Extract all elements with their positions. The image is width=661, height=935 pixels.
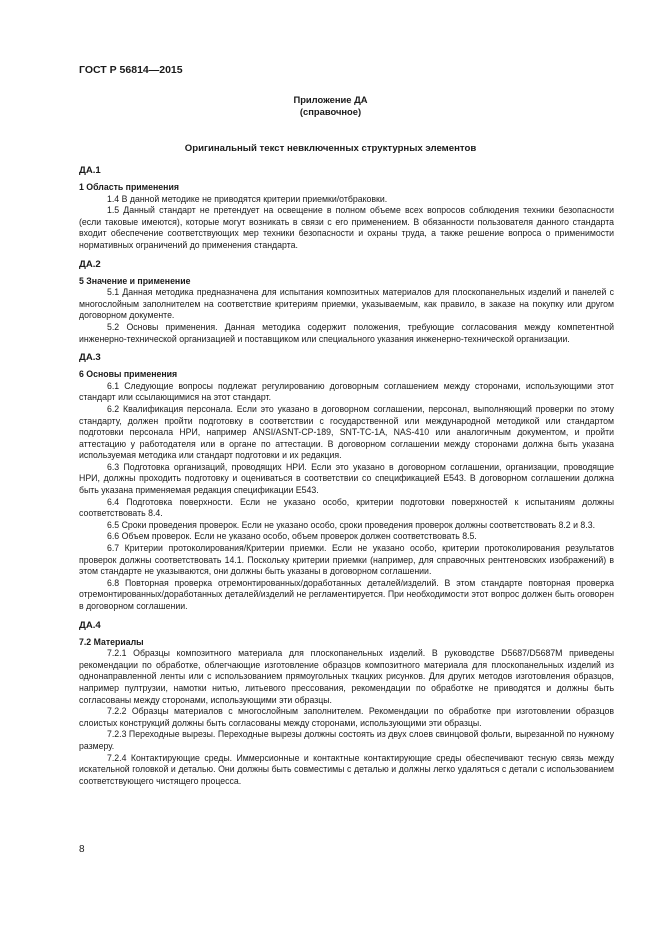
section-heading: 1 Область применения (79, 182, 179, 192)
paragraph: 1.4 В данной методике не приводятся критерии приемки/отбраковки. (107, 193, 388, 204)
paragraph: 6.3 Подготовка организаций, проводящих НРИ. Если это указано в договорном соглашении, организации, проводящие НРИ, должны проходить подготовку и оцениваться в соответствии со спецификацией E543. В договорном соглашении должна быть указана применяемая редакция спецификации E543. (79, 461, 614, 496)
paragraph: 6.2 Квалификация персонала. Если это указано в договорном соглашении, персонал, выполняющий проверки по этому стандарту, должен пройти подготовку в соответствии с государственной или международной методикой или стандартом подготовки персонала НРИ, например ANSI/ASNT-CP-189, SNT-TC-1A, NAS-410 или аналогичным документом, и пройти аттестацию у работодателя или в органе по аттестации. В договорном соглашении между сторонами должна быть указана используемая методика или стандарт подготовки и их редакция. (79, 403, 614, 461)
paragraph: 6.1 Следующие вопросы подлежат регулированию договорным соглашением между сторонами, использующими этот стандарт или ссылающимися на этот стандарт. (79, 380, 614, 403)
paragraph: 7.2.1 Образцы композитного материала для плоскопанельных изделий. В руководстве D5687/D5687M приведены рекомендации по обработке, облегчающие изготовление образцов композитного материала для плоскопанельных изделий из однонаправленной ленты или с использованием прямоугольных ткацких рисунков. Для других методов изготовления образцов, например пултрузии, намотки нитью, литьевого прессования, рекомендации по обработке не приводятся и должны быть согласованы между сторонами, использующими эти образцы. (79, 648, 614, 705)
section-heading: 7.2 Материалы (79, 636, 144, 647)
appendix-title: Приложение ДА (293, 94, 368, 105)
appendix-heading (0, 94, 661, 118)
page-number: 8 (79, 844, 85, 855)
paragraph: 7.2.3 Переходные вырезы. Переходные вырезы должны состоять из двух слоев свинцовой фольги, вырезанной по нужному размеру. (79, 729, 614, 751)
section-heading: 5 Значение и применение (79, 275, 191, 286)
paragraph: 5.1 Данная методика предназначена для испытания композитных материалов для плоскопанельных изделий и панелей с многослойным заполнителем на соответствие критериям приемки, указываемым, как правило, в заказе на покупку или другом договорном документе. (79, 287, 614, 321)
paragraph: 7.2.2 Образцы материалов с многослойным заполнителем. Рекомендации по обработке при изготовлении образцов слоистых конструкций должны быть согласованы между сторонами, использующими эти образцы. (79, 706, 614, 728)
section-label: ДА.4 (79, 619, 101, 631)
section-label: ДА.1 (79, 165, 101, 176)
main-title: Оригинальный текст невключенных структурных элементов (184, 143, 477, 154)
paragraph: 1.5 Данный стандарт не претендует на освещение в полном объеме всех вопросов соблюдения техники безопасности (если таковые имеются), которые могут возникать в связи с его применением. В обязанности пользователя данного стандарта входит обеспечение соответствующих мер техники безопасности и охраны труда, а также решение вопроса о применимости нормативных ограничений до применения стандарта. (79, 205, 614, 250)
paragraph: 6.5 Сроки проведения проверок. Если не указано особо, сроки проведения проверок должны соответствовать 8.2 и 8.3. (107, 519, 596, 530)
section-heading: 6 Основы применения (79, 369, 178, 380)
paragraph: 6.6 Объем проверок. Если не указано особо, объем проверок должен соответствовать 8.5. (107, 531, 477, 542)
section-label: ДА.2 (79, 258, 101, 270)
document-body (79, 165, 614, 787)
paragraph: 6.8 Повторная проверка отремонтированных/доработанных деталей/изделий. В этом стандарте повторная проверка отремонтированных/доработанных деталей/изделий не регламентируется. При необходимости этот вопрос должен быть оговорен в договорном соглашении. (79, 577, 614, 611)
doc-header: ГОСТ Р 56814—2015 (79, 64, 183, 76)
appendix-subtitle: (справочное) (299, 106, 362, 117)
section-label: ДА.3 (79, 352, 101, 364)
paragraph: 6.7 Критерии протоколирования/Критерии приемки. Если не указано особо, критерии протоколирования результатов проверок должны соответствовать 14.1. Поскольку критерии приемки (например, для справочных рентгеновских изображений) в этом стандарте не указываются, они должны быть указаны в договорном соглашении. (79, 543, 614, 577)
paragraph: 6.4 Подготовка поверхности. Если не указано особо, критерии подготовки поверхностей к испытаниям должны соответствовать 8.4. (79, 496, 614, 519)
paragraph: 5.2 Основы применения. Данная методика содержит положения, требующие согласования между компетентной инженерно-технической организацией и поставщиком или специального указания инженерно-технической организации. (79, 321, 614, 344)
paragraph: 7.2.4 Контактирующие среды. Иммерсионные и контактные контактирующие среды обеспечивают тесную связь между искательной головкой и деталью. Они должны быть совместимы с деталью и должны легко удаляться с детали с использованием соответствующего чистящего процесса. (79, 752, 614, 786)
